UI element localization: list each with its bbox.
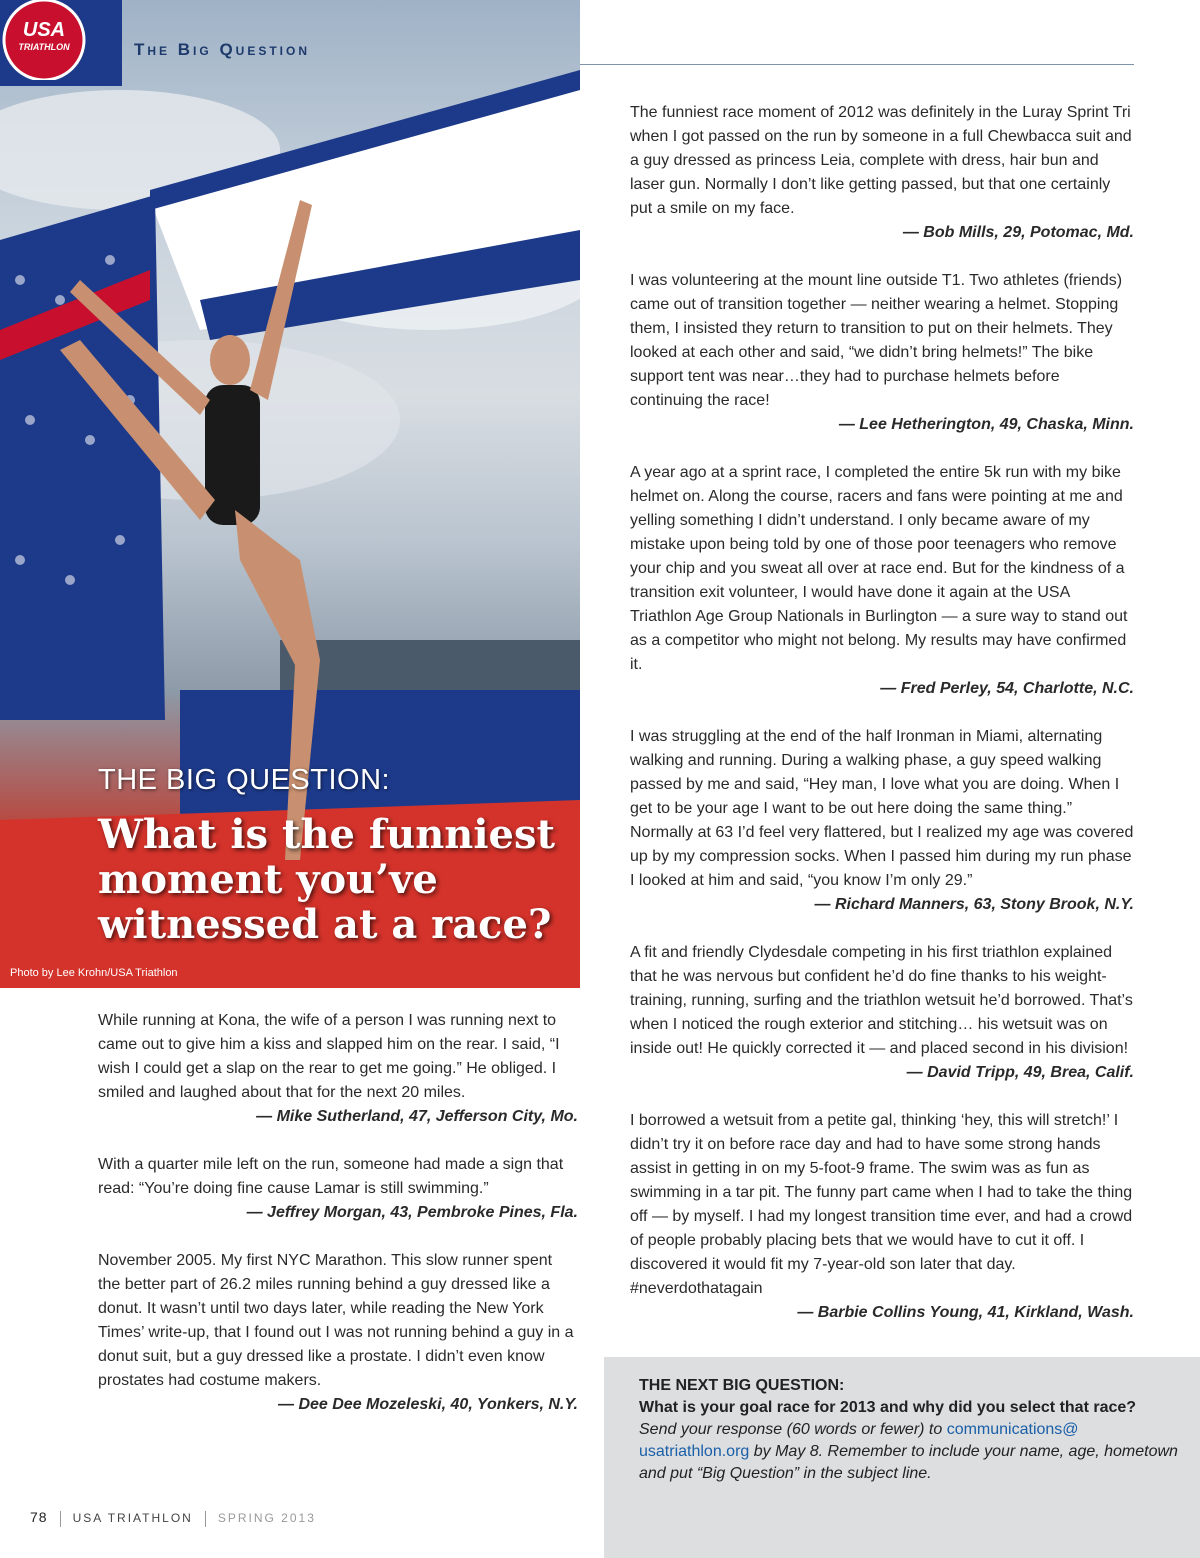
response-entry	[630, 1109, 1134, 1325]
callout-question: What is your goal race for 2013 and why did you select that race?	[639, 1399, 1137, 1416]
response-entry	[630, 461, 1134, 701]
response-text: The funniest race moment of 2012 was definitely in the Luray Sprint Tri when I got passed on the run by someone in a full Chewbacca suit and a guy dressed as princess Leia, complete with dress, hair bun and laser gun. Normally I don’t like getting passed, but that one certainly put a smile on my face.	[630, 104, 1132, 217]
response-entry	[630, 941, 1134, 1085]
next-question-callout	[604, 1357, 1200, 1558]
response-attribution: — Bob Mills, 29, Potomac, Md.	[902, 224, 1134, 241]
hero-photo	[0, 0, 580, 988]
usa-triathlon-logo	[0, 0, 90, 80]
photo-credit: Photo by Lee Krohn/USA Triathlon	[10, 967, 178, 979]
response-entry	[98, 1153, 578, 1225]
email-link[interactable]: communications@ usatriathlon.org	[639, 1421, 1079, 1460]
issue-label: SPRING 2013	[217, 1511, 316, 1525]
response-attribution: — Mike Sutherland, 47, Jefferson City, Mo.	[256, 1108, 578, 1125]
response-text: I was volunteering at the mount line outside T1. Two athletes (friends) came out of transition together — neither wearing a helmet. Stopping them, I insisted they return to transition to put on their helmets. They looked at each other and said, “we didn’t bring helmets!” The bike support tent was near…they had to purchase helmets before continuing the race!	[630, 272, 1123, 409]
response-attribution: — Richard Manners, 63, Stony Brook, N.Y.	[814, 896, 1134, 913]
response-text: While running at Kona, the wife of a person I was running next to came out to give him a kiss and slapped him on the rear. I said, “I wish I could get a slap on the rear to get me going.” He obliged. I smiled and laughed about that for the next 20 miles.	[98, 1012, 560, 1101]
callout-body-before: Send your response (60 words or fewer) to	[639, 1421, 947, 1438]
response-entry	[630, 269, 1134, 437]
response-text: November 2005. My first NYC Marathon. This slow runner spent the better part of 26.2 miles running behind a guy dressed like a donut. It wasn’t until two days later, while reading the New York Times’ write-up, that I found out I was not running behind a guy in a donut suit, but a guy dressed like a prostate. I didn’t even know prostates had costume makers.	[98, 1252, 574, 1389]
callout-title: THE NEXT BIG QUESTION:	[639, 1377, 845, 1394]
header-rule	[580, 64, 1134, 65]
response-attribution: — Barbie Collins Young, 41, Kirkland, Wash.	[797, 1304, 1134, 1321]
footer-divider	[60, 1511, 61, 1527]
response-text: With a quarter mile left on the run, someone had made a sign that read: “You’re doing fine cause Lamar is still swimming.”	[98, 1156, 564, 1197]
headline-title: What is the funniest moment you’ve witnessed at a race?	[98, 811, 555, 948]
callout-body	[639, 1419, 1179, 1485]
response-text: I borrowed a wetsuit from a petite gal, thinking ‘hey, this will stretch!’ I didn’t try it on before race day and had to have some strong hands assist in getting in on my 5-foot-9 frame. The swim was as fun as swimming in a tar pit. The funny part came when I had to take the thing off — by myself. I had my longest transition time ever, and had a crowd of people probably placing bets that we would have to cut it off. I discovered it would fit my 7-year-old son later that day. #neverdothatagain	[630, 1112, 1133, 1297]
response-text: A fit and friendly Clydesdale competing in his first triathlon explained that he was nervous but confident he’d do fine thanks to his weight-training, running, surfing and the triathlon wetsuit he’d borrowed. That’s when I noticed the rough exterior and stitching… his wetsuit was on inside out! He quickly corrected it — and placed second in his division!	[630, 944, 1133, 1057]
response-attribution: — David Tripp, 49, Brea, Calif.	[906, 1064, 1134, 1081]
response-entry	[630, 101, 1134, 245]
right-column	[630, 101, 1134, 1349]
page-number: 78	[30, 1509, 48, 1525]
page-footer	[30, 1509, 316, 1527]
headline-label: THE BIG QUESTION:	[98, 764, 391, 796]
left-column	[98, 1009, 578, 1441]
svg-text:TRIATHLON: TRIATHLON	[18, 42, 70, 52]
response-attribution: — Lee Hetherington, 49, Chaska, Minn.	[838, 416, 1134, 433]
response-entry	[98, 1009, 578, 1129]
section-header: The Big Question	[134, 40, 311, 59]
response-attribution: — Fred Perley, 54, Charlotte, N.C.	[880, 680, 1134, 697]
response-entry	[98, 1249, 578, 1417]
svg-text:USA: USA	[22, 19, 66, 41]
callout-body-after: by May 8. Remember to include your name, age, hometown and put “Big Question” in the subject line.	[639, 1443, 1178, 1482]
response-attribution: — Jeffrey Morgan, 43, Pembroke Pines, Fla.	[246, 1204, 578, 1221]
response-text: I was struggling at the end of the half Ironman in Miami, alternating walking and running. During a walking phase, a guy speed walking passed by me and said, “Hey man, I love what you are doing. When I get to be your age I want to be out here doing the same thing.” Normally at 63 I’d feel very flattered, but I realized my age was covered up by my compression socks. When I passed him during my run phase I looked at him and said, “you know I’m only 29.”	[630, 728, 1134, 889]
footer-divider	[205, 1511, 206, 1527]
magazine-name: USA TRIATHLON	[72, 1511, 193, 1525]
response-entry	[630, 725, 1134, 917]
response-text: A year ago at a sprint race, I completed the entire 5k run with my bike helmet on. Along the course, racers and fans were pointing at me and yelling something I didn’t understand. I only became aware of my mistake upon being told by one of those poor teenagers who remove your chip and you sweat all over at race end. But for the kindness of a transition exit volunteer, I would have done it again at the USA Triathlon Age Group Nationals in Burlington — a sure way to stand out as a competitor who might not belong. My results may have confirmed it.	[630, 464, 1128, 673]
response-attribution: — Dee Dee Mozeleski, 40, Yonkers, N.Y.	[278, 1396, 578, 1413]
